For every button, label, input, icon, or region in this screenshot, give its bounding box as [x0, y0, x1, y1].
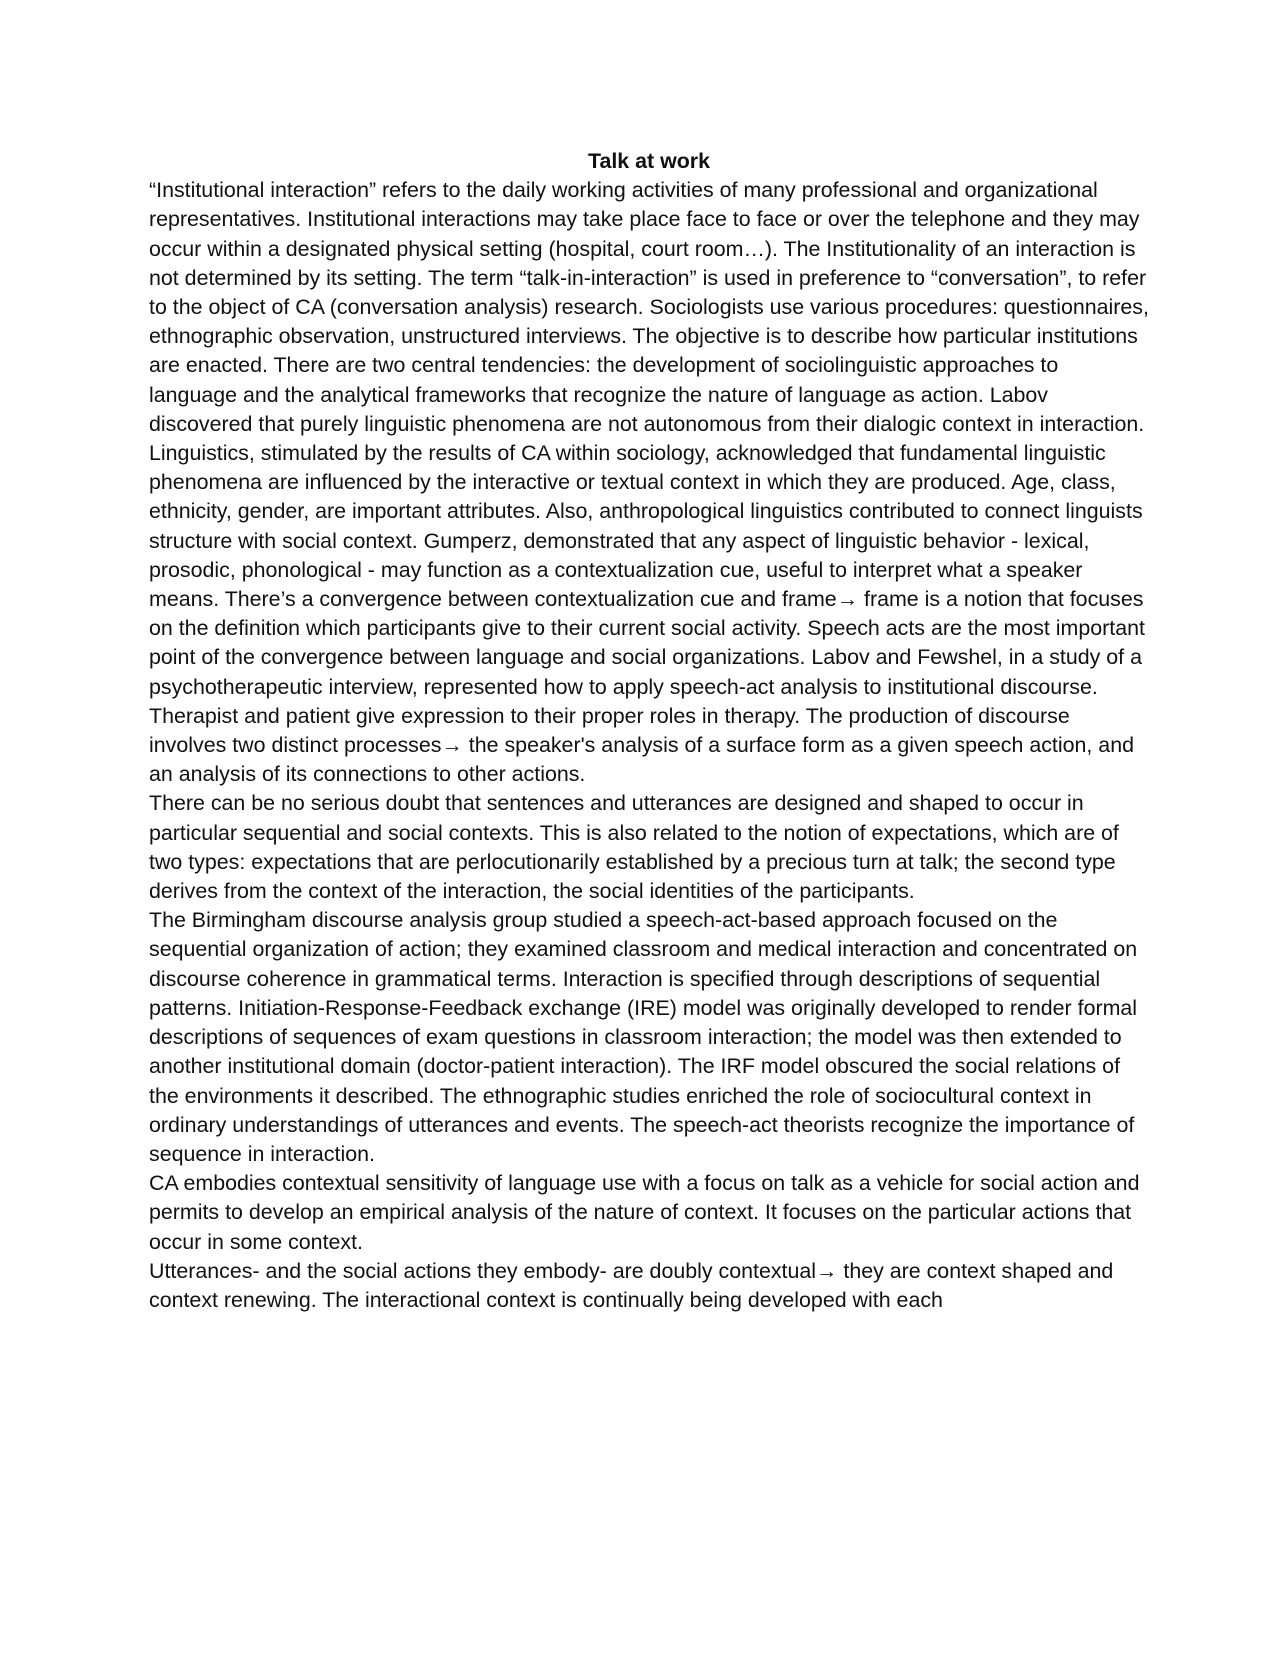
paragraph-institutional-interaction: “Institutional interaction” refers to the daily working activities of many professional and organizational representatives. Institutional interactions may take place face to face or over the telephone and they may occur within a designated physical setting (hospital, court room…). The Institutionality of an interaction is not determined by its setting. The term “talk-in-interaction” is used in preference to “conversation”, to refer to the object of CA (conversation analysis) research. Sociologists use various procedures: questionnaires, ethnographic observation, unstructured interviews. The objective is to describe how particular institutions are enacted. There are two central tendencies: the development of sociolinguistic approaches to language and the analytical frameworks that recognize the nature of language as action. Labov discovered that purely linguistic phenomena are not autonomous from their dialogic context in interaction. — [149, 178, 1149, 436]
paragraph-utterances: Utterances- and the social actions they embody- are doubly contextual→ they are context shaped and context renewing. The interactional context is continually being developed with each — [149, 1258, 1114, 1312]
document-title: Talk at work — [587, 149, 711, 173]
paragraph-linguistics: Linguistics, stimulated by the results of CA within sociology, acknowledged that fundamental linguistic phenomena are influenced by the interactive or textual context in which they are produced. Age, class, ethnicity, gender, are important attributes. Also, anthropological linguistics contributed to connect linguists structure with social context. Gumperz, demonstrated that any aspect of linguistic behavior - lexical, prosodic, phonological - may function as a contextualization cue, useful to interpret what a speaker means. There’s a convergence between contextualization cue and frame→ frame is a notion that focuses on the definition which participants give to their current social activity. Speech acts are the most important point of the convergence between language and social organizations. Labov and Fewshel, in a study of a psychotherapeutic interview, represented how to apply speech-act analysis to institutional discourse. Therapist and patient give expression to their proper roles in therapy. The production of discourse involves two distinct processes→ the speaker's analysis of a surface form as a given speech action, and an analysis of its connections to other actions. — [149, 441, 1145, 787]
paragraph-ca-context: CA embodies contextual sensitivity of language use with a focus on talk as a vehicle for social action and permits to develop an empirical analysis of the nature of context. It focuses on the particular actions that occur in some context. — [149, 1171, 1140, 1254]
document-body — [149, 147, 1149, 1315]
paragraph-birmingham-group: The Birmingham discourse analysis group studied a speech-act-based approach focused on the sequential organization of action; they examined classroom and medical interaction and concentrated on discourse coherence in grammatical terms. Interaction is specified through descriptions of sequential patterns. Initiation-Response-Feedback exchange (IRE) model was originally developed to render formal descriptions of sequences of exam questions in classroom interaction; the model was then extended to another institutional domain (doctor-patient interaction). The IRF model obscured the social relations of the environments it described. The ethnographic studies enriched the role of sociocultural context in ordinary understandings of utterances and events. The speech-act theorists recognize the importance of sequence in interaction. — [149, 908, 1138, 1166]
paragraph-sequential-contexts: There can be no serious doubt that sentences and utterances are designed and shaped to occur in particular sequential and social contexts. This is also related to the notion of expectations, which are of two types: expectations that are perlocutionarily established by a precious turn at talk; the second type derives from the context of the interaction, the social identities of the participants. — [149, 791, 1119, 904]
